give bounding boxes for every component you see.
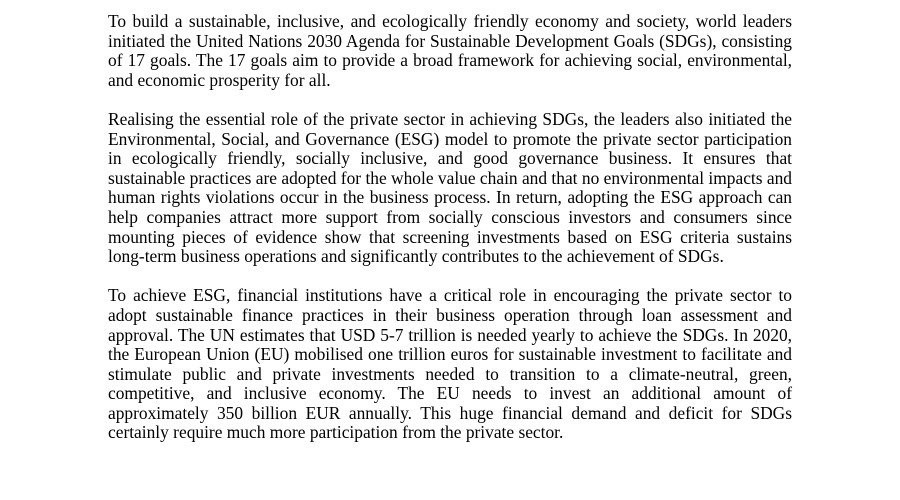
document-page [108,12,792,463]
paragraph-financial-institutions: To achieve ESG, financial institutions have a critical role in encouraging the private sector to adopt sustainable finance practices in their business operation through loan assessment and approval. The UN estimates that USD 5-7 trillion is needed yearly to achieve the SDGs. In 2020, the European Union (EU) mobilised one trillion euros for sustainable investment to facilitate and stimulate public and private investments needed to transition to a climate-neutral, green, competitive, and inclusive economy. The EU needs to invest an additional amount of approximately 350 billion EUR annually. This huge financial demand and deficit for SDGs certainly require much more participation from the private sector. [108,285,792,443]
paragraph-sdgs-intro: To build a sustainable, inclusive, and ecologically friendly economy and society, world leaders initiated the United Nations 2030 Agenda for Sustainable Development Goals (SDGs), consisting of 17 goals. The 17 goals aim to provide a broad framework for achieving social, environmental, and economic prosperity for all. [108,11,792,90]
paragraph-esg-model: Realising the essential role of the private sector in achieving SDGs, the leaders also initiated the Environmental, Social, and Governance (ESG) model to promote the private sector participation in ecologically friendly, socially inclusive, and good governance business. It ensures that sustainable practices are adopted for the whole value chain and that no environmental impacts and human rights violations occur in the business process. In return, adopting the ESG approach can help companies attract more support from socially conscious investors and consumers since mounting pieces of evidence show that screening investments based on ESG criteria sustains long-term business operations and significantly contributes to the achievement of SDGs. [108,108,792,267]
